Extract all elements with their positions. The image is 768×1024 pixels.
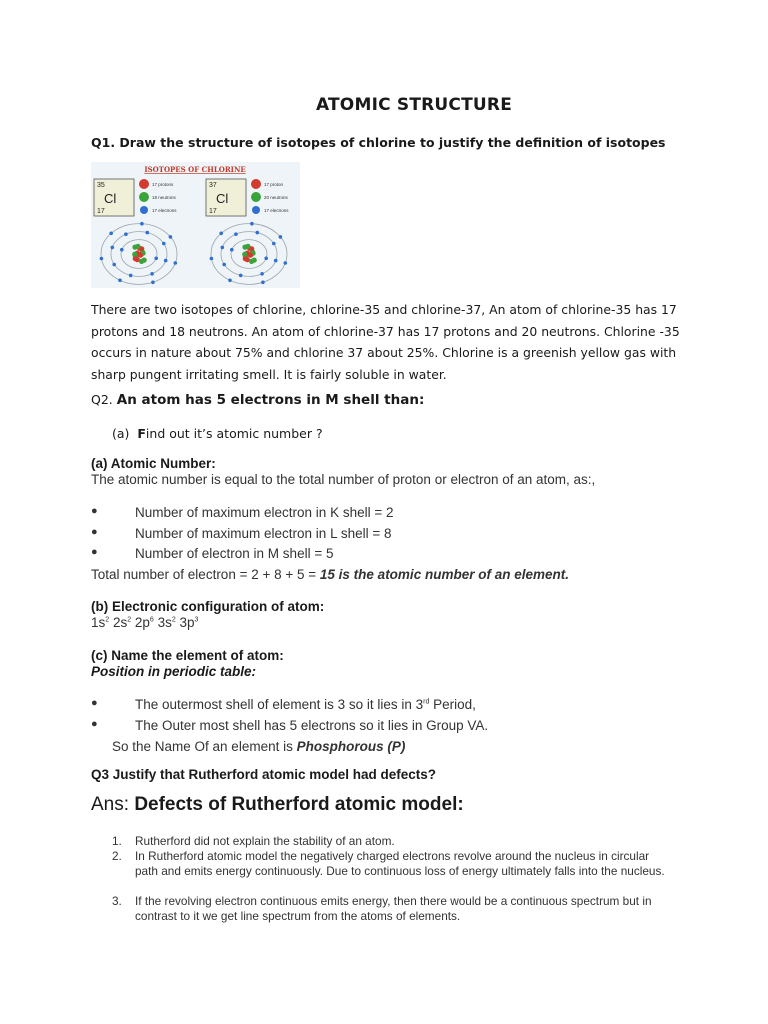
electron — [109, 232, 113, 236]
atomic-number-heading: (a) Atomic Number: — [91, 456, 216, 471]
config-term: $3s^2$ — [157, 615, 176, 630]
proton-legend-icon — [139, 179, 149, 189]
electron — [100, 257, 104, 261]
electron — [140, 222, 144, 226]
electron — [111, 246, 115, 250]
nucleon — [132, 252, 137, 257]
neutron-legend-icon — [139, 192, 149, 202]
cl37-mass: 37 — [209, 182, 217, 189]
question-2-prefix: Q2. — [91, 392, 113, 407]
neutron-legend-icon — [251, 192, 261, 202]
electron — [228, 279, 232, 283]
electron — [230, 248, 234, 252]
cl37-legend-3: 17 electrons — [264, 208, 289, 213]
element-name-heading: (c) Name the element of atom: — [91, 648, 284, 663]
element-name: Phosphorous (P) — [296, 739, 406, 754]
proton-legend-icon — [251, 179, 261, 189]
cl35-mass: 35 — [97, 182, 105, 189]
cl37-legend-1: 17 proton — [264, 182, 284, 187]
electron — [279, 235, 283, 239]
atomic-number-text: The atomic number is equal to the total number of proton or electron of an atom, as:, — [91, 472, 596, 487]
electron-legend-icon — [140, 206, 148, 214]
electron — [260, 272, 264, 276]
nucleon — [138, 253, 143, 258]
question-1: Q1. Draw the structure of isotopes of chlorine to justify the definition of isotopes — [91, 135, 666, 150]
nucleon — [243, 256, 248, 261]
question-2a-label: (a) — [112, 426, 130, 441]
figure-heading: ISOTOPES OF CHLORINE — [144, 165, 246, 174]
electron — [222, 263, 226, 267]
cl35-atom-model — [100, 222, 178, 285]
electron — [120, 248, 124, 252]
electron — [174, 261, 178, 265]
nucleon — [245, 244, 250, 249]
electron — [284, 261, 288, 265]
nucleon — [139, 259, 144, 264]
electron — [154, 257, 158, 261]
cl35-symbol: Cl — [104, 191, 117, 206]
electron — [162, 242, 166, 246]
question-2a-first: F — [137, 426, 146, 441]
electron — [124, 232, 128, 236]
electron — [234, 232, 238, 236]
cl37-legend-2: 20 neutrons — [264, 195, 288, 200]
electron — [164, 259, 168, 263]
config-heading: (b) Electronic configuration of atom: — [91, 599, 325, 614]
electron — [151, 281, 155, 285]
cl35-atomic: 17 — [97, 208, 105, 215]
page-title: ATOMIC STRUCTURE — [315, 95, 513, 115]
question-2a — [112, 426, 323, 441]
electron — [272, 242, 276, 246]
element-name-line: So the Name Of an element is Phosphorous (P) — [112, 739, 406, 754]
cl35-legend-2: 18 neutrons — [152, 195, 176, 200]
question-2 — [91, 392, 424, 408]
config-term: $2p^6$ — [134, 615, 154, 630]
electron — [150, 272, 154, 276]
electron — [239, 274, 243, 278]
cl35-legend-3: 17 electrons — [152, 208, 177, 213]
question-2a-text: ind out it’s atomic number ? — [145, 426, 323, 441]
total-electrons-line: Total number of electron = 2 + 8 + 5 = 15 is the atomic number of an element. — [91, 567, 569, 582]
atomic-number-result: 15 is the atomic number of an element. — [319, 567, 569, 582]
periodic-position-heading: Position in periodic table: — [91, 664, 257, 679]
electron — [146, 231, 150, 235]
config-term: $2s^2$ — [112, 615, 132, 630]
question-2-text: An atom has 5 electrons in M shell than: — [116, 392, 425, 408]
electron — [274, 259, 278, 263]
isotopes-diagram — [91, 162, 300, 288]
config-term: $1s^2$ — [91, 615, 110, 630]
electron — [210, 257, 214, 261]
electron-configuration — [91, 615, 198, 630]
electron — [264, 257, 268, 261]
electron — [118, 279, 122, 283]
cl37-symbol: Cl — [216, 191, 229, 206]
electron — [261, 281, 265, 285]
nucleon — [242, 252, 247, 257]
electron — [250, 222, 254, 226]
electron — [129, 274, 133, 278]
nucleon — [249, 259, 254, 264]
electron — [219, 232, 223, 236]
isotopes-paragraph: There are two isotopes of chlorine, chlorine-35 and chlorine-37, An atom of chlorine-35 has 17 protons and 18 neutrons. An atom of chlorine-37 has 17 protons and 20 neutrons. Chlorine -35 occurs in nature about 75% and chlorine 37 about 25%. Chlorine is a greenish yellow gas with sharp pungent irritating smell. It is fairly soluble in water. — [91, 302, 680, 382]
nucleon — [135, 244, 140, 249]
electron — [112, 263, 116, 267]
config-term: $3p^3$ — [179, 615, 199, 630]
answer-heading: Ans: Defects of Rutherford atomic model: — [91, 794, 464, 815]
cl37-atomic: 17 — [209, 208, 217, 215]
cl37-atom-model — [210, 222, 288, 285]
nucleon — [248, 253, 253, 258]
nucleon — [133, 256, 138, 261]
electron — [221, 246, 225, 250]
electron — [169, 235, 173, 239]
question-3: Q3 Justify that Rutherford atomic model had defects? — [91, 767, 437, 782]
electron-legend-icon — [252, 206, 260, 214]
electron — [256, 231, 260, 235]
isotopes-figure — [91, 162, 300, 288]
cl35-legend-1: 17 protons — [152, 182, 174, 187]
